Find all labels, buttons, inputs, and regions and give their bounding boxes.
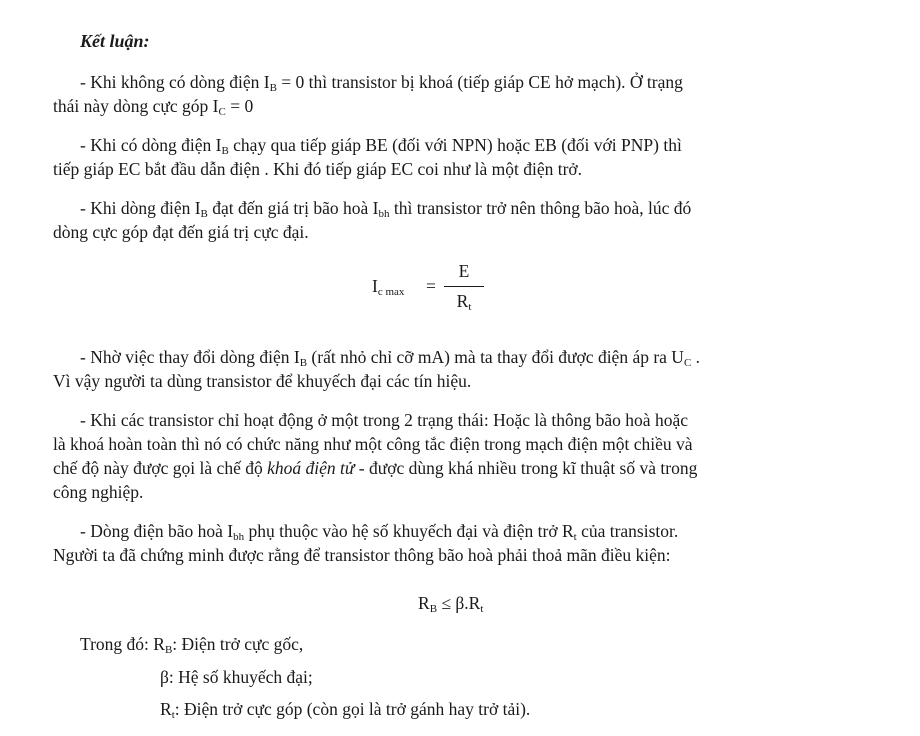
where-line2: β: Hệ số khuyếch đại; — [160, 667, 313, 687]
khoa-dien-tu-term: khoá điện tử — [267, 458, 355, 478]
p5-line2: là khoá hoàn toàn thì nó có chức năng như một công tắc điện trong mạch điện một chiều và — [53, 434, 693, 454]
fraction-numerator: E — [458, 261, 470, 281]
formula-icmax-lhs: $I_{c max}$ — [372, 276, 405, 298]
conclusion-heading: Kết luận: — [80, 31, 150, 51]
p3-line2: dòng cực góp đạt đến giá trị cực đại. — [53, 222, 309, 242]
p6-line1: - Dòng điện bão hoà $I_{bh}$ phụ thuộc vào hệ số khuyếch đại và điện trở $R_t$ của transistor. — [80, 521, 679, 543]
fraction-denominator: $R_t$ — [456, 291, 472, 313]
where-line1: Trong đó: $R_B$: Điện trở cực gốc, — [80, 634, 304, 656]
where-line3: $R_t$: Điện trở cực góp (còn gọi là trở gánh hay trở tải). — [160, 699, 531, 721]
p6-line2: Người ta đã chứng minh được rằng để transistor thông bão hoà phải thoả mãn điều kiện: — [53, 545, 671, 565]
p1-line1: - Khi không có dòng điện $I_B = 0$ thì transistor bị khoá (tiếp giáp CE hở mạch). Ở trạng — [80, 72, 683, 94]
formula-equals: = — [426, 276, 436, 296]
p4-line2: Vì vậy người ta dùng transistor để khuyếch đại các tín hiệu. — [53, 371, 472, 391]
p2-line2: tiếp giáp EC bắt đầu dẫn điện . Khi đó tiếp giáp EC coi như là một điện trở. — [53, 159, 583, 179]
formula-saturation-condition: $R_B \le \beta.R_t$ — [418, 593, 484, 615]
p2-line1: - Khi có dòng điện $I_B$ chạy qua tiếp giáp BE (đối với NPN) hoặc EB (đối với PNP) thì — [80, 135, 682, 157]
p1-line2: thái này dòng cực góp $I_C = 0$ — [53, 96, 254, 118]
fraction-bar — [444, 286, 484, 287]
p5-line4: công nghiệp. — [53, 482, 144, 502]
p3-line1: - Khi dòng điện $I_B$ đạt đến giá trị bão hoà $I_{bh}$ thì transistor trở nên thông bão hoà, lúc đó — [80, 198, 692, 220]
p4-line1: - Nhờ việc thay đổi dòng điện $I_B$ (rất nhỏ chỉ cỡ mA) mà ta thay đổi được điện áp ra $U_C$ . — [80, 347, 701, 369]
p5-line3: chế độ này được gọi là chế độ khoá điện tử - được dùng khá nhiều trong kĩ thuật số và trong — [53, 458, 698, 478]
p5-line1: - Khi các transistor chỉ hoạt động ở một trong 2 trạng thái: Hoặc là thông bão hoà hoặc — [80, 410, 688, 430]
